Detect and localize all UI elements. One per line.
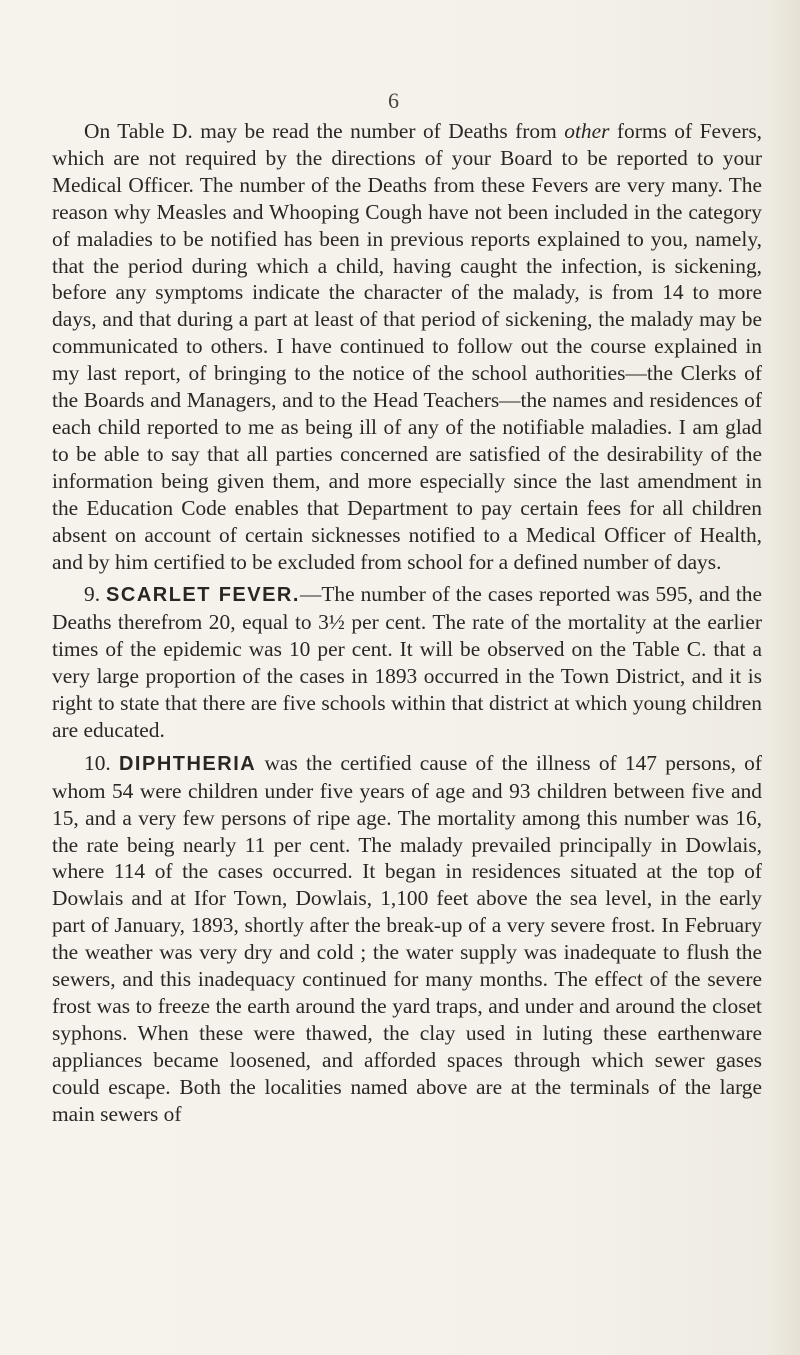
section-heading: DIPHTHERIA [118, 752, 257, 775]
paragraph-intro [52, 118, 762, 575]
section-heading: SCARLET FEVER. [106, 584, 300, 607]
page-number: 6 [388, 88, 400, 113]
body-text [52, 118, 762, 1128]
paragraph-diphtheria [52, 750, 762, 1128]
section-number: 10. [84, 750, 111, 775]
intro-emphasis: other [564, 119, 610, 143]
section-text: —The number of the cases reported was 595, and the Deaths therefrom 20, equal to 3½ per cent. The rate of the mortality at the earlier times of the epidemic was 10 per cent. It will be observed on the Table C. that a very large proportion of the cases in 1893 occurred in the Town District, and it is right to state that there are five schools within that district at which young children are educated. [52, 582, 762, 742]
paragraph-scarlet-fever [52, 581, 762, 743]
intro-text-b: forms of Fevers, which are not required by the directions of your Board to be reported to your Medical Officer. The number of the Deaths from these Fevers are very many. The reason why Measles and Whooping Cough have not been included in the category of maladies to be notified has been in previous reports explained to you, namely, that the period during which a child, having caught the infection, is sickening, before any symptoms indicate the character of the malady, is from 14 to more days, and that during a part at least of that period of sickening, the malady may be communicated to others. I have continued to follow out the course explained in my last report, of bringing to the notice of the school authorities—the Clerks of the Boards and Managers, and to the Head Teachers—the names and residences of each child reported to me as being ill of any of the notifiable maladies. I am glad to be able to say that all parties concerned are satisfied of the desirability of the information being given them, and more especially since the last amendment in the Education Code enables that Department to pay certain fees for all children absent on account of certain sicknesses notified to a Medical Officer of Health, and by him certified to be excluded from school for a defined number of days. [52, 119, 762, 574]
section-number: 9. [84, 582, 101, 607]
section-text: was the certified cause of the illness of 147 persons, of whom 54 were children under five years of age and 93 children between five and 15, and a very few persons of ripe age. The mortality among this number was 16, the rate being nearly 11 per cent. The malady prevailed principally in Dowlais, where 114 of the cases occurred. It began in residences situated at the top of Dowlais and at Ifor Town, Dowlais, 1,100 feet above the sea level, in the early part of January, 1893, shortly after the break-up of a very severe frost. In February the weather was very dry and cold ; the water supply was inadequate to flush the sewers, and this inadequacy continued for many months. The effect of the severe frost was to freeze the earth around the yard traps, and under and around the closet syphons. When these were thawed, the clay used in luting these earthenware appliances became loosened, and afforded spaces through which sewer gases could escape. Both the localities named above are at the terminals of the large main sewers of [52, 750, 762, 1126]
intro-text-a: On Table D. may be read the number of Deaths from [84, 119, 565, 143]
